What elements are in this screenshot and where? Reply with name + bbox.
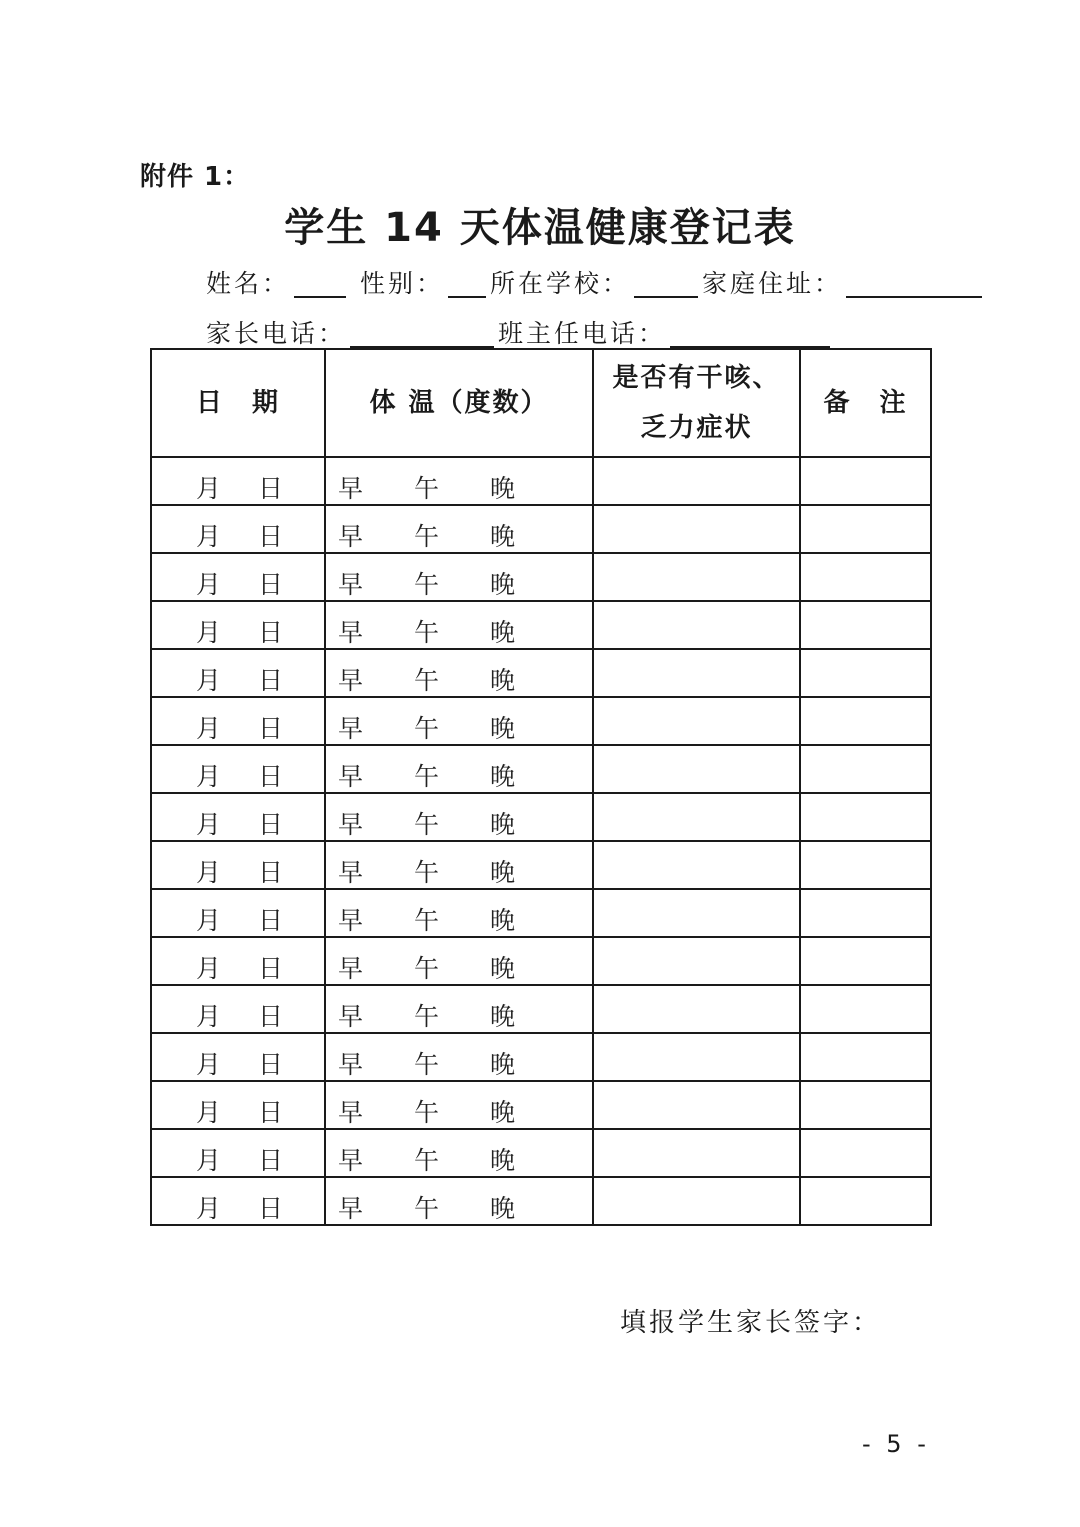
name-field[interactable] xyxy=(294,272,346,298)
remarks-cell[interactable] xyxy=(800,841,931,889)
table-row xyxy=(151,841,931,889)
date-cell[interactable] xyxy=(151,937,325,985)
remarks-cell[interactable] xyxy=(800,1081,931,1129)
temperature-cell[interactable] xyxy=(325,1129,593,1177)
symptoms-cell[interactable] xyxy=(593,697,800,745)
remarks-cell[interactable] xyxy=(800,793,931,841)
date-cell[interactable] xyxy=(151,553,325,601)
morning-label: 早 xyxy=(338,954,364,983)
table-row xyxy=(151,553,931,601)
symptoms-cell[interactable] xyxy=(593,457,800,505)
table-row xyxy=(151,601,931,649)
month-label: 月 xyxy=(196,1098,222,1127)
temperature-cell[interactable] xyxy=(325,745,593,793)
date-cell[interactable] xyxy=(151,649,325,697)
evening-label: 晚 xyxy=(490,618,516,647)
table-row xyxy=(151,1081,931,1129)
header-date: 日 期 xyxy=(151,349,325,457)
header-symptoms xyxy=(593,349,800,457)
symptoms-cell[interactable] xyxy=(593,793,800,841)
temperature-cell[interactable] xyxy=(325,553,593,601)
remarks-cell[interactable] xyxy=(800,985,931,1033)
parent-phone-field[interactable] xyxy=(350,322,494,348)
day-label: 日 xyxy=(258,1098,284,1127)
morning-label: 早 xyxy=(338,1194,364,1223)
remarks-cell[interactable] xyxy=(800,745,931,793)
date-cell[interactable] xyxy=(151,1177,325,1225)
table-row xyxy=(151,1177,931,1225)
table-row xyxy=(151,649,931,697)
temperature-cell[interactable] xyxy=(325,649,593,697)
evening-label: 晚 xyxy=(490,762,516,791)
temperature-register-table xyxy=(150,348,932,1226)
noon-label: 午 xyxy=(414,666,440,695)
month-label: 月 xyxy=(196,954,222,983)
evening-label: 晚 xyxy=(490,1194,516,1223)
table-row xyxy=(151,505,931,553)
date-cell[interactable] xyxy=(151,793,325,841)
remarks-cell[interactable] xyxy=(800,505,931,553)
month-label: 月 xyxy=(196,1050,222,1079)
symptoms-cell[interactable] xyxy=(593,1033,800,1081)
day-label: 日 xyxy=(258,1194,284,1223)
table-row xyxy=(151,985,931,1033)
remarks-cell[interactable] xyxy=(800,697,931,745)
remarks-cell[interactable] xyxy=(800,937,931,985)
month-label: 月 xyxy=(196,858,222,887)
noon-label: 午 xyxy=(414,1050,440,1079)
day-label: 日 xyxy=(258,1050,284,1079)
remarks-cell[interactable] xyxy=(800,1177,931,1225)
document-title: 学生 14 天体温健康登记表 xyxy=(284,205,796,251)
date-cell[interactable] xyxy=(151,745,325,793)
temperature-cell[interactable] xyxy=(325,1177,593,1225)
day-label: 日 xyxy=(258,666,284,695)
month-label: 月 xyxy=(196,618,222,647)
symptoms-cell[interactable] xyxy=(593,1129,800,1177)
morning-label: 早 xyxy=(338,1002,364,1031)
morning-label: 早 xyxy=(338,714,364,743)
gender-label: 性别： xyxy=(360,269,445,298)
noon-label: 午 xyxy=(414,954,440,983)
table-header-row xyxy=(151,349,931,457)
table-row xyxy=(151,937,931,985)
symptoms-cell[interactable] xyxy=(593,841,800,889)
header-remarks: 备 注 xyxy=(800,349,931,457)
day-label: 日 xyxy=(258,762,284,791)
temperature-cell[interactable] xyxy=(325,457,593,505)
symptoms-cell[interactable] xyxy=(593,505,800,553)
noon-label: 午 xyxy=(414,1194,440,1223)
evening-label: 晚 xyxy=(490,714,516,743)
noon-label: 午 xyxy=(414,858,440,887)
temperature-cell[interactable] xyxy=(325,697,593,745)
temperature-cell[interactable] xyxy=(325,985,593,1033)
noon-label: 午 xyxy=(414,1002,440,1031)
temperature-cell[interactable] xyxy=(325,601,593,649)
month-label: 月 xyxy=(196,1194,222,1223)
day-label: 日 xyxy=(258,1146,284,1175)
table-row xyxy=(151,793,931,841)
evening-label: 晚 xyxy=(490,1002,516,1031)
noon-label: 午 xyxy=(414,1146,440,1175)
morning-label: 早 xyxy=(338,618,364,647)
date-cell[interactable] xyxy=(151,601,325,649)
morning-label: 早 xyxy=(338,666,364,695)
address-label: 家庭住址： xyxy=(702,269,843,298)
date-cell[interactable] xyxy=(151,889,325,937)
month-label: 月 xyxy=(196,714,222,743)
name-label: 姓名： xyxy=(206,269,291,298)
page-number: - 5 - xyxy=(862,1430,930,1458)
address-field[interactable] xyxy=(846,272,982,298)
symptoms-cell[interactable] xyxy=(593,985,800,1033)
evening-label: 晚 xyxy=(490,858,516,887)
remarks-cell[interactable] xyxy=(800,649,931,697)
symptoms-cell[interactable] xyxy=(593,745,800,793)
symptoms-cell[interactable] xyxy=(593,1177,800,1225)
morning-label: 早 xyxy=(338,1050,364,1079)
morning-label: 早 xyxy=(338,1098,364,1127)
temperature-cell[interactable] xyxy=(325,841,593,889)
date-cell[interactable] xyxy=(151,985,325,1033)
table-row xyxy=(151,1033,931,1081)
month-label: 月 xyxy=(196,666,222,695)
remarks-cell[interactable] xyxy=(800,457,931,505)
remarks-cell[interactable] xyxy=(800,1129,931,1177)
temperature-cell[interactable] xyxy=(325,889,593,937)
school-field[interactable] xyxy=(634,272,698,298)
evening-label: 晚 xyxy=(490,570,516,599)
symptoms-cell[interactable] xyxy=(593,601,800,649)
temperature-cell[interactable] xyxy=(325,1033,593,1081)
remarks-cell[interactable] xyxy=(800,601,931,649)
table-row xyxy=(151,1129,931,1177)
month-label: 月 xyxy=(196,474,222,503)
temperature-cell[interactable] xyxy=(325,793,593,841)
header-temperature: 体 温（度数） xyxy=(325,349,593,457)
symptoms-cell[interactable] xyxy=(593,889,800,937)
date-cell[interactable] xyxy=(151,505,325,553)
morning-label: 早 xyxy=(338,762,364,791)
morning-label: 早 xyxy=(338,810,364,839)
morning-label: 早 xyxy=(338,906,364,935)
noon-label: 午 xyxy=(414,618,440,647)
month-label: 月 xyxy=(196,522,222,551)
date-cell[interactable] xyxy=(151,697,325,745)
noon-label: 午 xyxy=(414,474,440,503)
month-label: 月 xyxy=(196,762,222,791)
evening-label: 晚 xyxy=(490,1098,516,1127)
temperature-cell[interactable] xyxy=(325,1081,593,1129)
day-label: 日 xyxy=(258,954,284,983)
morning-label: 早 xyxy=(338,522,364,551)
evening-label: 晚 xyxy=(490,1146,516,1175)
noon-label: 午 xyxy=(414,570,440,599)
symptoms-cell[interactable] xyxy=(593,553,800,601)
parent-phone-label: 家长电话： xyxy=(206,319,347,348)
evening-label: 晚 xyxy=(490,522,516,551)
month-label: 月 xyxy=(196,810,222,839)
day-label: 日 xyxy=(258,618,284,647)
date-cell[interactable] xyxy=(151,457,325,505)
evening-label: 晚 xyxy=(490,666,516,695)
table-row xyxy=(151,889,931,937)
parent-signature-label: 填报学生家长签字： xyxy=(620,1308,882,1338)
symptoms-cell[interactable] xyxy=(593,649,800,697)
teacher-phone-label: 班主任电话： xyxy=(498,319,667,348)
morning-label: 早 xyxy=(338,858,364,887)
day-label: 日 xyxy=(258,714,284,743)
table-row xyxy=(151,697,931,745)
month-label: 月 xyxy=(196,906,222,935)
month-label: 月 xyxy=(196,570,222,599)
day-label: 日 xyxy=(258,522,284,551)
month-label: 月 xyxy=(196,1002,222,1031)
day-label: 日 xyxy=(258,1002,284,1031)
evening-label: 晚 xyxy=(490,954,516,983)
noon-label: 午 xyxy=(414,906,440,935)
info-line-2 xyxy=(206,314,834,350)
remarks-cell[interactable] xyxy=(800,889,931,937)
noon-label: 午 xyxy=(414,810,440,839)
attachment-label: 附件 1： xyxy=(140,162,251,192)
header-symptoms-line1: 是否有干咳、 xyxy=(612,363,781,393)
day-label: 日 xyxy=(258,858,284,887)
teacher-phone-field[interactable] xyxy=(670,322,830,348)
table-row xyxy=(151,457,931,505)
temperature-cell[interactable] xyxy=(325,505,593,553)
evening-label: 晚 xyxy=(490,474,516,503)
evening-label: 晚 xyxy=(490,906,516,935)
morning-label: 早 xyxy=(338,474,364,503)
table-body xyxy=(151,457,931,1225)
evening-label: 晚 xyxy=(490,810,516,839)
month-label: 月 xyxy=(196,1146,222,1175)
remarks-cell[interactable] xyxy=(800,553,931,601)
temperature-cell[interactable] xyxy=(325,937,593,985)
noon-label: 午 xyxy=(414,1098,440,1127)
day-label: 日 xyxy=(258,810,284,839)
table-row xyxy=(151,745,931,793)
header-symptoms-line2: 乏力症状 xyxy=(640,413,753,443)
morning-label: 早 xyxy=(338,570,364,599)
day-label: 日 xyxy=(258,906,284,935)
date-cell[interactable] xyxy=(151,1129,325,1177)
day-label: 日 xyxy=(258,570,284,599)
day-label: 日 xyxy=(258,474,284,503)
school-label: 所在学校： xyxy=(490,269,631,298)
date-cell[interactable] xyxy=(151,841,325,889)
noon-label: 午 xyxy=(414,762,440,791)
gender-field[interactable] xyxy=(448,272,486,298)
date-cell[interactable] xyxy=(151,1081,325,1129)
info-line-1 xyxy=(206,264,986,300)
symptoms-cell[interactable] xyxy=(593,937,800,985)
date-cell[interactable] xyxy=(151,1033,325,1081)
morning-label: 早 xyxy=(338,1146,364,1175)
remarks-cell[interactable] xyxy=(800,1033,931,1081)
noon-label: 午 xyxy=(414,714,440,743)
symptoms-cell[interactable] xyxy=(593,1081,800,1129)
noon-label: 午 xyxy=(414,522,440,551)
evening-label: 晚 xyxy=(490,1050,516,1079)
